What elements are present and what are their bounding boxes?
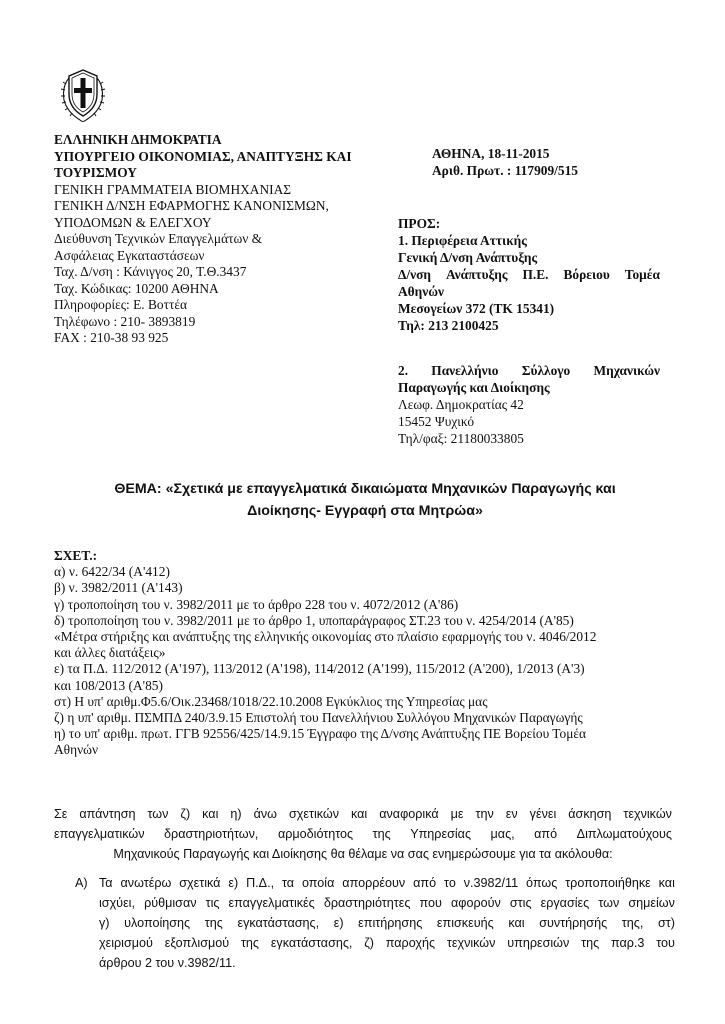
reference-line: ζ) η υπ' αριθμ. ΠΣΜΠΔ 240/3.9.15 Επιστολή του Πανελλήνιου Συλλόγου Μηχανικών Παραγωγής [54, 710, 583, 726]
header-line: Πληροφορίες: Ε. Βοττέα [54, 297, 188, 312]
header-line: ΓΕΝΙΚΗ Δ/ΝΣΗ ΕΦΑΡΜΟΓΗΣ ΚΑΝΟΝΙΣΜΩΝ, [54, 198, 329, 213]
word: Ανάπτυξης [445, 267, 508, 282]
word: σημείων [628, 896, 675, 910]
word: του [656, 936, 675, 950]
protocol-number: Αριθ. Πρωτ. : 117909/515 [432, 163, 578, 178]
word: υπηρεσιών [507, 936, 570, 950]
paragraph-line: Μηχανικούς Παραγωγής και Διοίκησης θα θέλαμε να σας ενημερώσουμε για τα ακόλουθα: [113, 847, 613, 861]
word: την [475, 807, 494, 821]
word: επισκευής [436, 916, 494, 930]
paragraph-line [54, 804, 672, 824]
word: ζ) [364, 936, 374, 950]
header-line: Ταχ. Κώδικας: 10200 ΑΘΗΝΑ [54, 280, 219, 296]
word: επαγγελματικές [228, 896, 315, 910]
word: Π.Δ., [246, 876, 275, 890]
references-label: ΣΧΕΤ.: [54, 548, 98, 563]
word: χειρισμού [99, 936, 153, 950]
recipient-line: Τηλ: 213 2100425 [398, 318, 499, 333]
word: γ) [99, 916, 110, 930]
word: με [450, 807, 464, 821]
subject-line: ΘΕΜΑ: «Σχετικά με επαγγελματικά δικαιώματα Μηχανικών Παραγωγής και [114, 481, 616, 497]
word: άνω [253, 807, 277, 821]
word: Σύλλογο [521, 363, 571, 378]
word: Τομέα [624, 267, 660, 282]
word: το [444, 876, 456, 890]
recipient-block-2 [398, 362, 660, 447]
word: εργασίες [540, 896, 590, 910]
reference-line: «Μέτρα στήριξης και ανάπτυξης της ελληνικής οικονομίας στο πλαίσιο εφαρμογής του ν. 4046/2012 [54, 629, 597, 645]
recipient-line: Λεωφ. Δημοκρατίας 42 [398, 397, 524, 412]
word: της [240, 936, 260, 950]
word: απάντηση [79, 807, 136, 821]
header-line: Τηλέφωνο : 210- 3893819 [54, 313, 196, 329]
header-line: ΥΠΟΔΟΜΩΝ & ΕΛΕΓΧΟΥ [54, 214, 212, 230]
word: επιτήρησης [358, 916, 423, 930]
word: αναφορικά [379, 807, 439, 821]
recipient-line: Αθηνών [398, 284, 445, 299]
word: σχετικών [288, 807, 340, 821]
recipients-label: ΠΡΟΣ: [398, 216, 441, 231]
word: Τα [99, 876, 113, 890]
subject-block [60, 478, 670, 522]
word: της [581, 936, 600, 950]
word: όπως [526, 876, 558, 890]
header-line: ΥΠΟΥΡΓΕΙΟ ΟΙΚΟΝΟΜΙΑΣ, ΑΝΑΠΤΥΞΗΣ ΚΑΙ [54, 148, 352, 164]
reference-line: δ) τροποποίηση του ν. 3982/2011 με το άρθρο 1, υποπαράγραφος ΣΤ.23 του ν. 4254/2014 (Α'85) [54, 612, 574, 628]
word: εγκατάστασης, [237, 916, 320, 930]
word: της [372, 827, 391, 841]
recipient-block-1 [398, 215, 660, 334]
word: της, [621, 916, 644, 930]
word: στις [509, 896, 532, 910]
word: τροποποιήθηκε [565, 876, 651, 890]
item-line [99, 913, 675, 933]
word: ε) [228, 876, 239, 890]
word: Υπηρεσίας [410, 827, 472, 841]
word: τα [281, 876, 295, 890]
word: γένει [529, 807, 557, 821]
word: Βόρειου [563, 267, 610, 282]
reference-line: και άλλες διατάξεις» [54, 645, 166, 661]
word: ανωτέρω [120, 876, 172, 890]
word: από [413, 876, 437, 890]
header-line: Ασφάλειας Εγκαταστάσεων [54, 247, 205, 263]
recipient-line: Τηλ/φαξ: 21180033805 [398, 431, 524, 446]
recipient-line: Γενική Δ/νση Ανάπτυξης [398, 250, 538, 265]
recipient-line: 15452 Ψυχικό [398, 414, 475, 429]
word: Δ/νση [398, 267, 431, 282]
body-paragraph [54, 804, 672, 864]
reference-line: γ) τροποποίηση του ν. 3982/2011 με το άρθρο 228 του ν. 4072/2012 (Α'86) [54, 596, 459, 612]
word: και [351, 807, 368, 821]
word: ζ) [180, 807, 191, 821]
item-line [99, 933, 675, 953]
item-line [99, 893, 675, 913]
word: δραστηριότητες [323, 896, 411, 910]
header-line: Διεύθυνση Τεχνικών Επαγγελμάτων & [54, 231, 263, 246]
word: αφορούν [451, 896, 501, 910]
word: Πανελλήνιο [431, 363, 499, 378]
word: δραστηριοτήτων, [164, 827, 259, 841]
word: τις [205, 896, 220, 910]
word: των [147, 807, 169, 821]
recipient-line-justified [398, 266, 660, 283]
item-line: άρθρου 2 του ν.3982/11. [99, 956, 236, 970]
word: εξοπλισμού [164, 936, 230, 950]
word: ν.3982/11 [463, 876, 519, 890]
coat-of-arms-icon [58, 64, 108, 126]
reference-line: Αθηνών [54, 742, 99, 758]
reference-line: β) ν. 3982/2011 (Α'143) [54, 580, 183, 596]
word: που [419, 896, 442, 910]
word: άσκηση [568, 807, 612, 821]
reference-line: η) το υπ' αριθμ. πρωτ. ΓΓΒ 92556/425/14.9.15 Έγγραφο της Δ/νσης Ανάπτυξης ΠΕ Βορείου Τομέα [54, 726, 587, 742]
word: απορρέουν [342, 876, 406, 890]
header-line: FAX : 210-38 93 925 [54, 330, 169, 345]
word: της [204, 916, 223, 930]
word: Μηχανικών [593, 363, 660, 378]
reference-line: στ) Η υπ' αριθμ.Φ5.6/Οικ.23468/1018/22.10.2008 Εγκύκλιος της Υπηρεσίας μας [54, 693, 488, 709]
header-line: ΓΕΝΙΚΗ ΓΡΑΜΜΑΤΕΙΑ ΒΙΟΜΗΧΑΝΙΑΣ [54, 181, 292, 197]
date-protocol-block [432, 145, 578, 179]
header-line: ΕΛΛΗΝΙΚΗ ΔΗΜΟΚΡΑΤΙΑ [54, 132, 222, 147]
word: υλοποίησης [124, 916, 191, 930]
word: εν [505, 807, 518, 821]
document-date: ΑΘΗΝΑ, 18-11-2015 [432, 146, 550, 161]
recipient-line-justified [398, 362, 660, 379]
word: συντήρησής [539, 916, 608, 930]
subject-line: Διοίκησης- Εγγραφή στα Μητρώα» [247, 503, 483, 519]
recipient-line: Μεσογείων 372 (ΤΚ 15341) [398, 301, 555, 316]
reference-line: α) ν. 6422/34 (Α'412) [54, 564, 170, 580]
word: επαγγελματικών [54, 827, 145, 841]
word: των [598, 896, 620, 910]
word: από [534, 827, 558, 841]
header-line: Ταχ. Δ/νση : Κάνιγγος 20, Τ.Θ.3437 [54, 264, 247, 279]
word: και [658, 876, 675, 890]
word: μας, [490, 827, 515, 841]
reference-line: ε) τα Π.Δ. 112/2012 (Α'197), 113/2012 (Α'198), 114/2012 (Α'199), 115/2012 (Α'200), 1/2013 (Α'3) [54, 661, 585, 677]
word: ρύθμισαν [144, 896, 197, 910]
reference-line: και 108/2013 (Α'85) [54, 677, 163, 693]
word: η) [230, 807, 242, 821]
word: παροχής [385, 936, 436, 950]
list-item-a [75, 873, 675, 973]
word: και [202, 807, 219, 821]
word: σχετικά [179, 876, 221, 890]
paragraph-line [54, 824, 672, 844]
recipient-line: 1. Περιφέρεια Αττικής [398, 233, 527, 248]
word: αρμοδιότητος [277, 827, 354, 841]
item-line [99, 873, 675, 893]
header-line: ΤΟΥΡΙΣΜΟΥ [54, 165, 137, 180]
sender-block [54, 132, 352, 347]
word: τεχνικών [446, 936, 496, 950]
word: ισχύει, [99, 896, 135, 910]
word: στ) [657, 916, 675, 930]
word: και [508, 916, 525, 930]
references-block [54, 548, 674, 759]
word: Διπλωματούχους [576, 827, 672, 841]
word: ε) [333, 916, 344, 930]
word: παρ.3 [610, 936, 645, 950]
word: οποία [301, 876, 335, 890]
list-marker: Α) [75, 876, 88, 890]
word: Π.Ε. [522, 267, 549, 282]
word: 2. [398, 363, 409, 378]
word: τεχνικών [623, 807, 672, 821]
word: εγκατάστασης, [270, 936, 353, 950]
recipient-line: Παραγωγής και Διοίκησης [398, 380, 550, 395]
word: Σε [54, 807, 68, 821]
